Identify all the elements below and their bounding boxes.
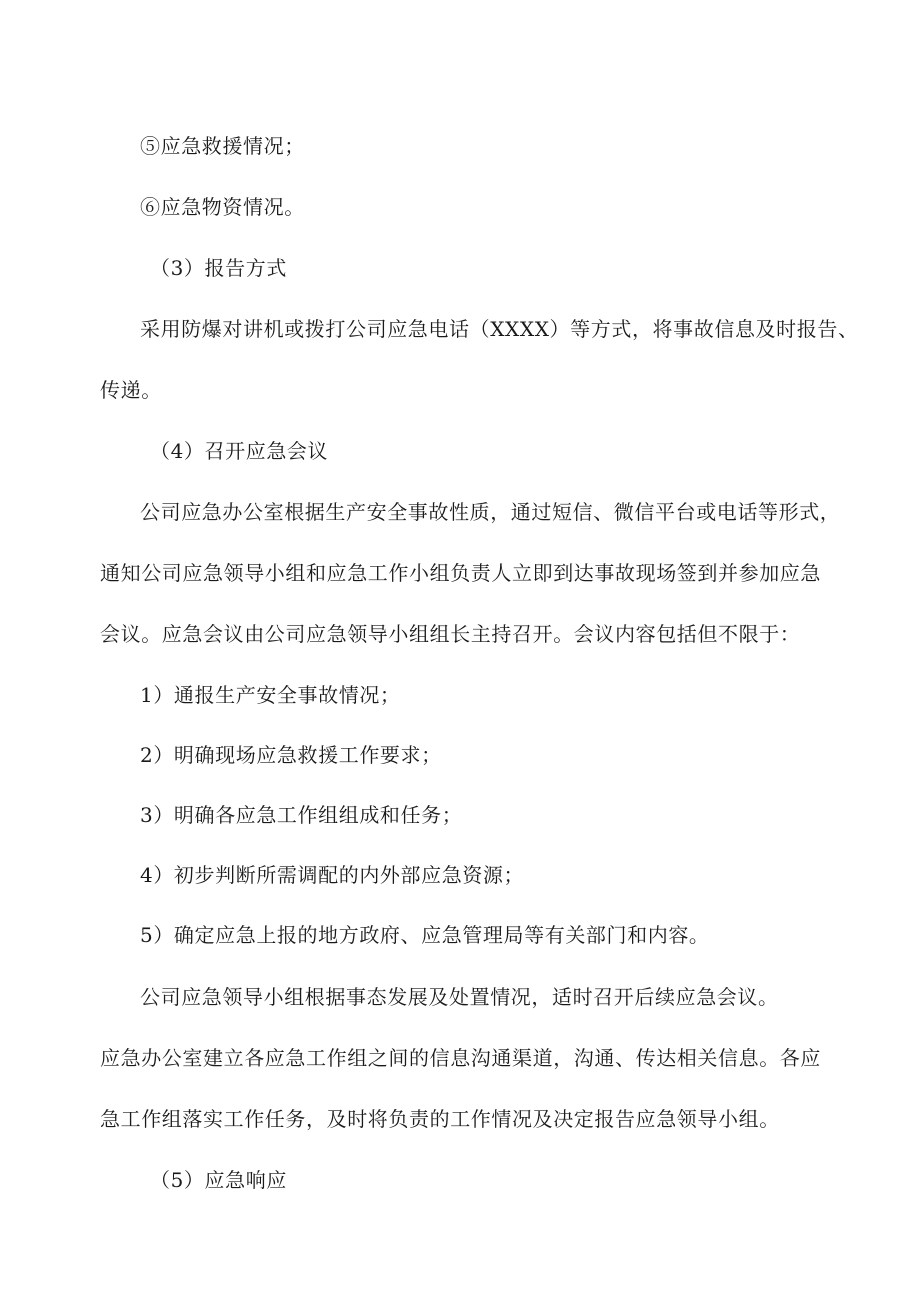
- paragraph-line: 传递。: [100, 378, 162, 402]
- list-item: 3）明确各应急工作组组成和任务；: [140, 803, 463, 827]
- section-heading-5: （5）应急响应: [150, 1168, 287, 1192]
- list-item: 5）确定应急上报的地方政府、应急管理局等有关部门和内容。: [140, 923, 710, 947]
- paragraph-line: 通知公司应急领导小组和应急工作小组负责人立即到达事故现场签到并参加应急: [100, 561, 821, 585]
- list-item: 1）通报生产安全事故情况；: [140, 683, 401, 707]
- section-heading-4: （4）召开应急会议: [150, 439, 329, 463]
- paragraph-line: 急工作组落实工作任务，及时将负责的工作情况及决定报告应急领导小组。: [100, 1107, 780, 1131]
- list-item-5: ⑤应急救援情况；: [140, 134, 305, 158]
- section-heading-3: （3）报告方式: [150, 256, 287, 280]
- paragraph-line: 采用防爆对讲机或拨打公司应急电话（XXXX）等方式，将事故信息及时报告、: [140, 317, 859, 341]
- paragraph-line: 公司应急领导小组根据事态发展及处置情况，适时召开后续应急会议。: [140, 985, 779, 1009]
- list-item: 2）明确现场应急救援工作要求；: [140, 743, 442, 767]
- paragraph-line: 公司应急办公室根据生产安全事故性质，通过短信、微信平台或电话等形式，: [140, 500, 841, 524]
- paragraph-line: 会议。应急会议由公司应急领导小组组长主持召开。会议内容包括但不限于：: [100, 622, 801, 646]
- list-item-6: ⑥应急物资情况。: [140, 195, 305, 219]
- list-item: 4）初步判断所需调配的内外部应急资源；: [140, 863, 525, 887]
- paragraph-line: 应急办公室建立各应急工作组之间的信息沟通渠道，沟通、传达相关信息。各应: [100, 1046, 821, 1070]
